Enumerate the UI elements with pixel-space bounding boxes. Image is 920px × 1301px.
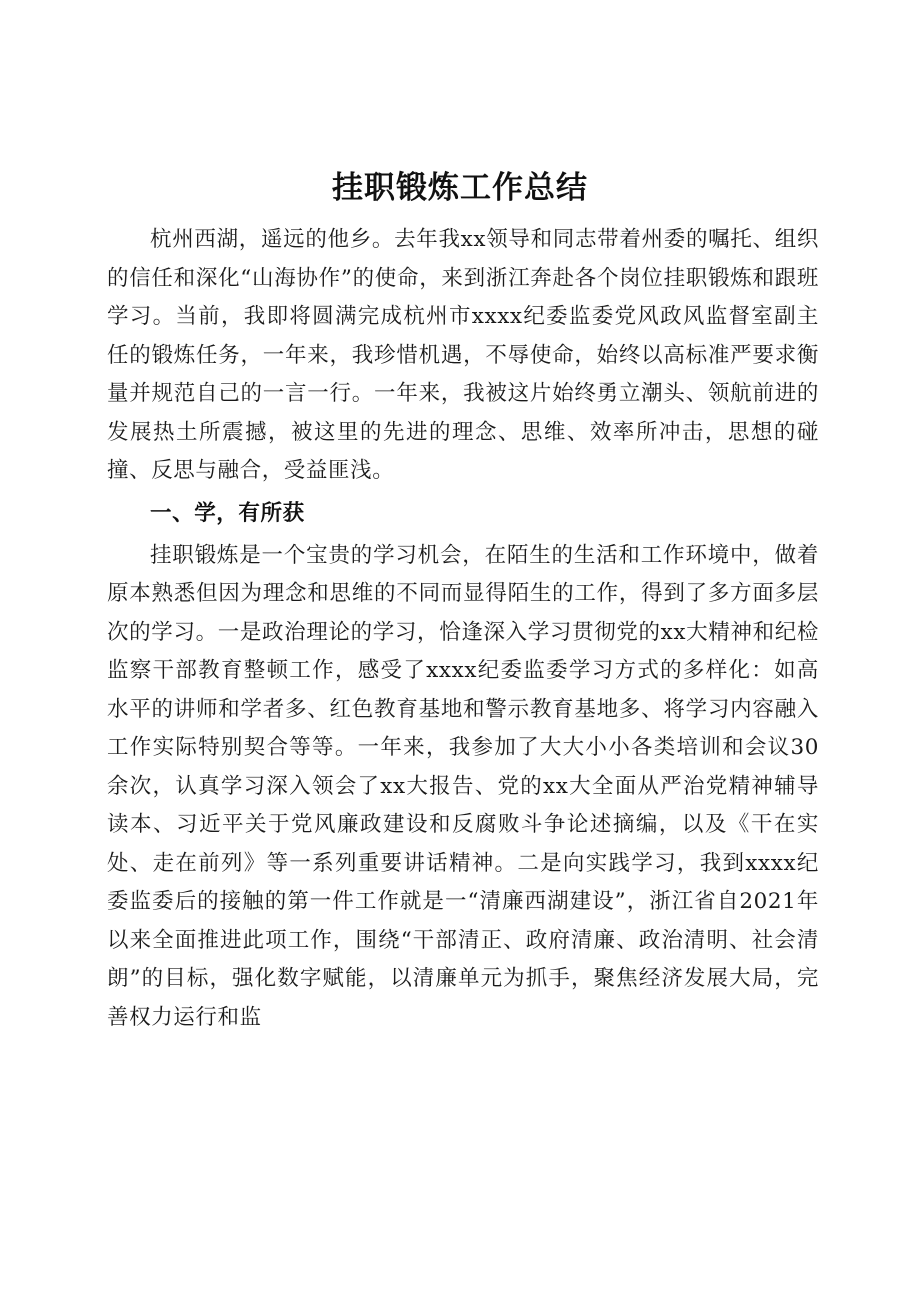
section-heading: 一、学，有所获 [150,500,305,526]
document-body [107,221,819,1037]
section-paragraph: 挂职锻炼是一个宝贵的学习机会，在陌生的生活和工作环境中，做着原本熟悉但因为理念和思维的不同而显得陌生的工作，得到了多方面多层次的学习。一是政治理论的学习，恰逢深入学习贯彻党的xx大精神和纪检监察干部教育整顿工作，感受了xxxx纪委监委学习方式的多样化：如高水平的讲师和学者多、红色教育基地和警示教育基地多、将学习内容融入工作实际特别契合等等。一年来，我参加了大大小小各类培训和会议30余次，认真学习深入领会了xx大报告、党的xx大全面从严治党精神辅导读本、习近平关于党风廉政建设和反腐败斗争论述摘编，以及《干在实处、走在前列》等一系列重要讲话精神。二是向实践学习，我到xxxx纪委监委后的接触的第一件工作就是一“清廉西湖建设”，浙江省自2021年以来全面推进此项工作，围绕“干部清正、政府清廉、政治清明、社会清朗”的目标，强化数字赋能，以清廉单元为抓手，聚焦经济发展大局，完善权力运行和监 [107,542,819,1030]
intro-paragraph: 杭州西湖，遥远的他乡。去年我xx领导和同志带着州委的嘱托、组织的信任和深化“山海协作”的使命，来到浙江奔赴各个岗位挂职锻炼和跟班学习。当前，我即将圆满完成杭州市xxxx纪委监委党风政风监督室副主任的锻炼任务，一年来，我珍惜机遇，不辱使命，始终以高标准严要求衡量并规范自己的一言一行。一年来，我被这片始终勇立潮头、领航前进的发展热土所震撼，被这里的先进的理念、思维、效率所冲击，思想的碰撞、反思与融合，受益匪浅。 [107,227,819,483]
document-title: 挂职锻炼工作总结 [332,170,588,206]
